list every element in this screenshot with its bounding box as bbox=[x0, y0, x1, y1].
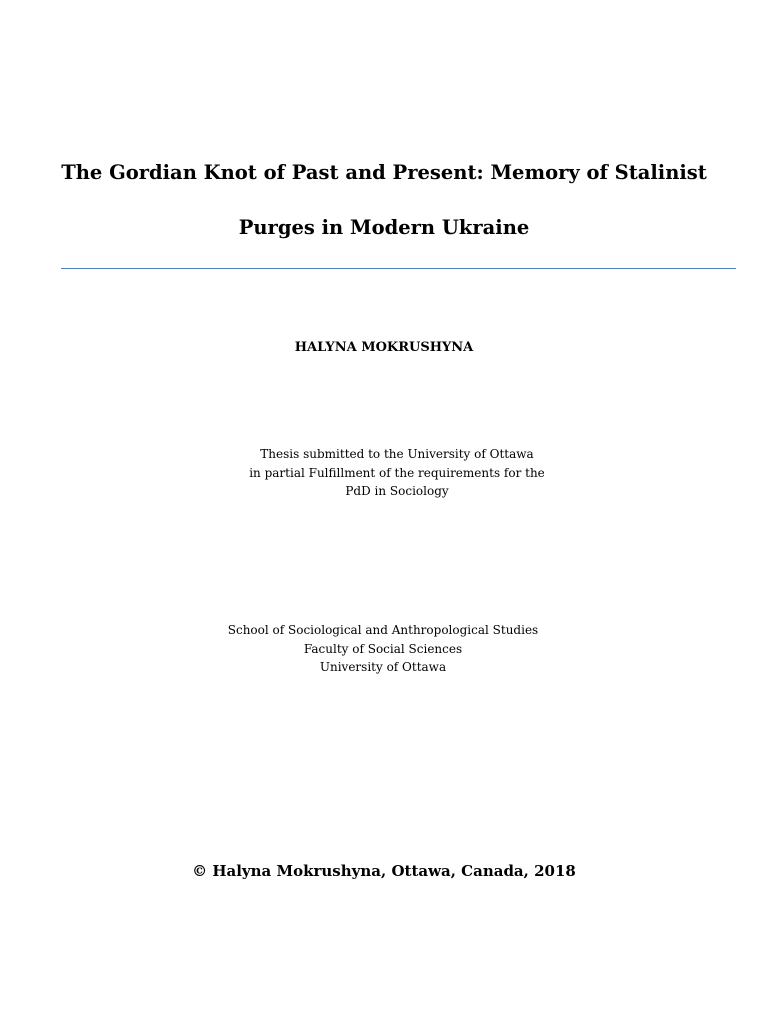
title-divider bbox=[61, 268, 736, 269]
thesis-statement-line: Thesis submitted to the University of Ottawa bbox=[260, 447, 534, 461]
thesis-title-line-1: The Gordian Knot of Past and Present: Memory of Stalinist bbox=[61, 161, 707, 184]
affiliation-line: Faculty of Social Sciences bbox=[303, 641, 463, 656]
affiliation bbox=[0, 621, 767, 677]
thesis-statement bbox=[13, 445, 768, 501]
copyright-notice: © Halyna Mokrushyna, Ottawa, Canada, 2018 bbox=[192, 862, 576, 880]
affiliation-line: School of Sociological and Anthropological Studies bbox=[227, 623, 539, 637]
thesis-statement-line: in partial Fulfillment of the requirements for the bbox=[249, 465, 545, 480]
affiliation-line: University of Ottawa bbox=[319, 660, 447, 674]
thesis-statement-line: PdD in Sociology bbox=[345, 484, 449, 498]
author-name: HALYNA MOKRUSHYNA bbox=[294, 340, 474, 355]
thesis-title-line-2: Purges in Modern Ukraine bbox=[238, 216, 530, 239]
